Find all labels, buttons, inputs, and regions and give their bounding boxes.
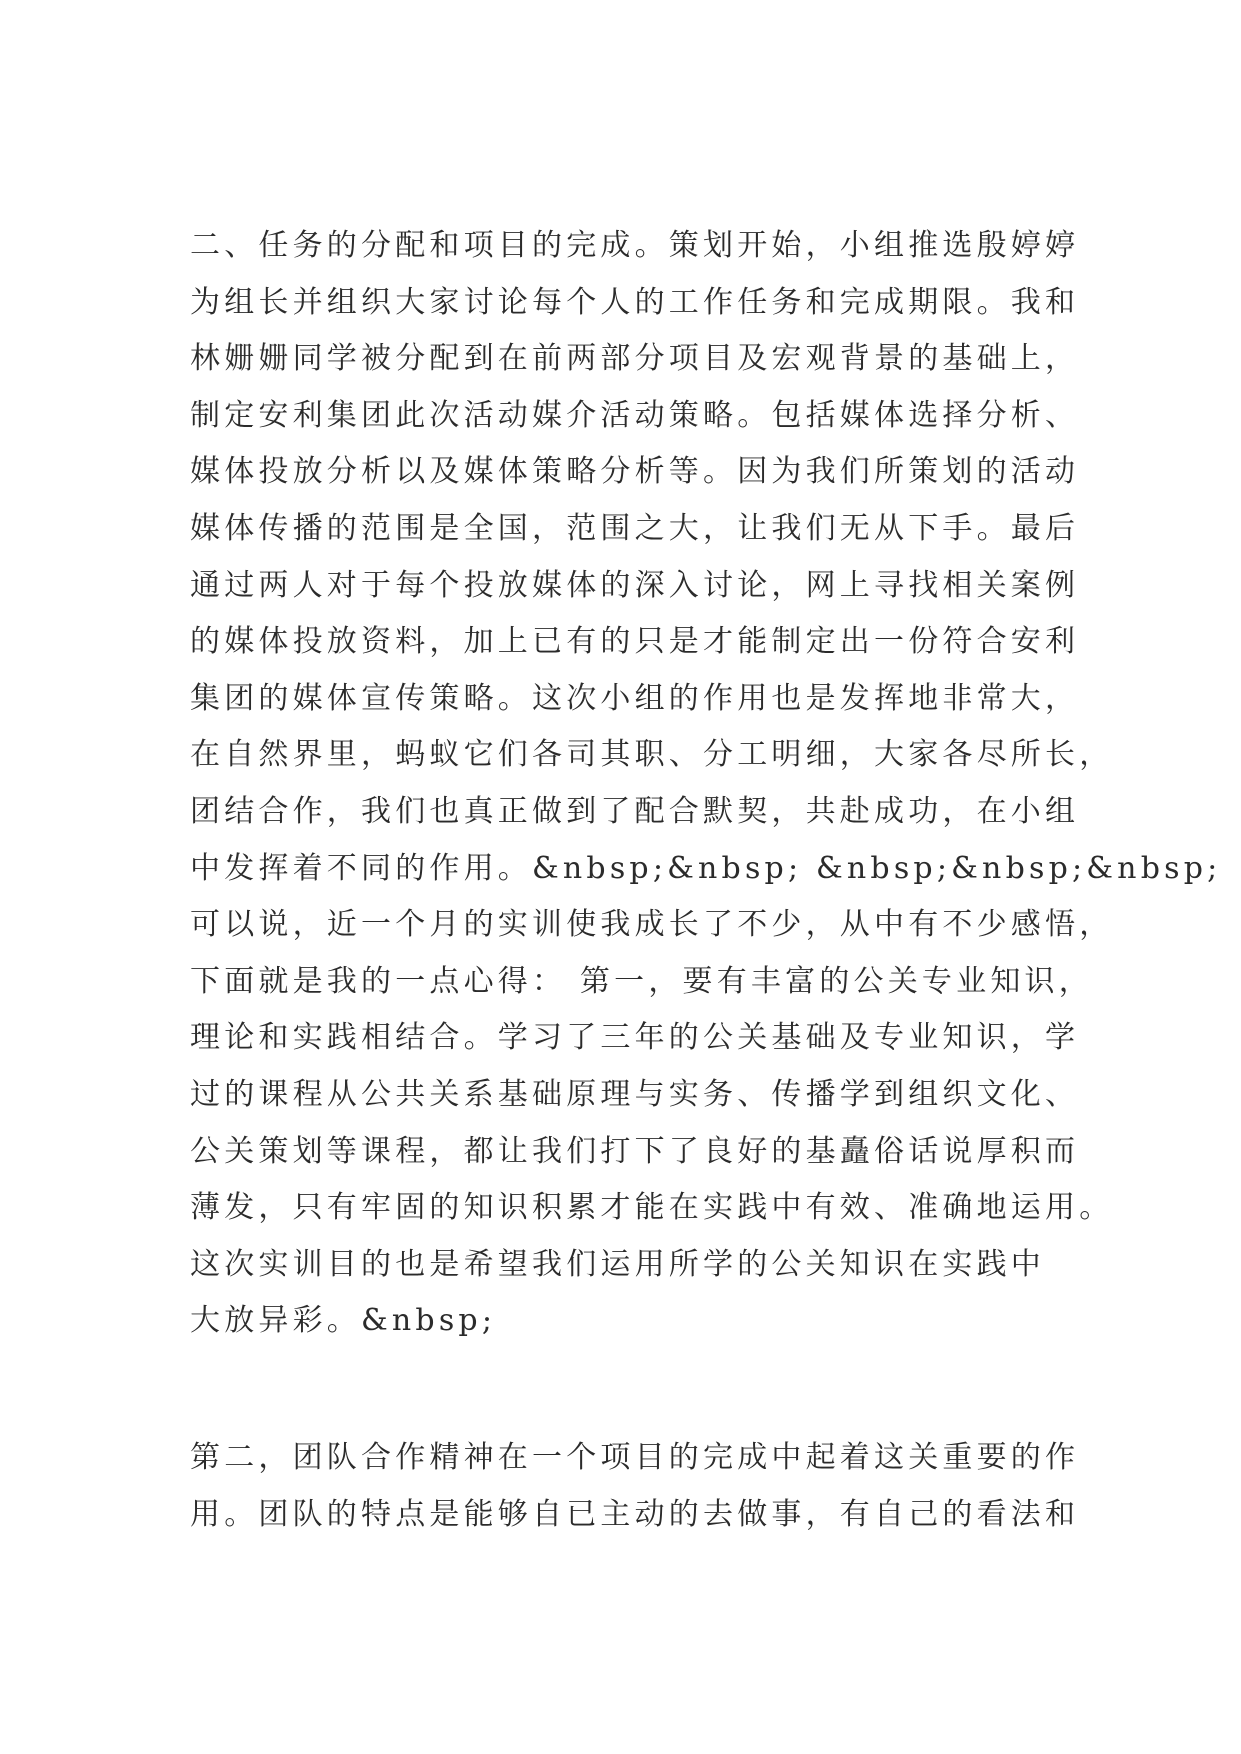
- text-line: 第二，团队合作精神在一个项目的完成中起着这关重要的作: [190, 1440, 1080, 1475]
- text-line: 媒体投放分析以及媒体策略分析等。因为我们所策划的活动: [190, 454, 1080, 490]
- text-line: 公关策划等课程，都让我们打下了良好的基矗俗话说厚积而: [190, 1133, 1080, 1169]
- text-line: 集团的媒体宣传策略。这次小组的作用也是发挥地非常大，: [190, 680, 1080, 716]
- text-line: 的媒体投放资料，加上已有的只是才能制定出一份符合安利: [190, 624, 1080, 660]
- text-line: 中发挥着不同的作用。&nbsp;&nbsp; &nbsp;&nbsp;&nbsp;: [190, 850, 1222, 886]
- text-line: 薄发，只有牢固的知识积累才能在实践中有效、准确地运用。: [190, 1190, 1114, 1226]
- text-line: 用。团队的特点是能够自已主动的去做事，有自己的看法和: [190, 1496, 1080, 1532]
- text-line: 林姗姗同学被分配到在前两部分项目及宏观背景的基础上，: [190, 341, 1080, 377]
- text-line: 可以说，近一个月的实训使我成长了不少，从中有不少感悟，: [190, 907, 1114, 943]
- text-line: 理论和实践相结合。学习了三年的公关基础及专业知识，学: [190, 1020, 1080, 1056]
- text-line: 媒体传播的范围是全国，范围之大，让我们无从下手。最后: [190, 510, 1080, 546]
- text-line: 在自然界里，蚂蚁它们各司其职、分工明细，大家各尽所长，: [190, 737, 1114, 773]
- text-line: 制定安利集团此次活动媒介活动策略。包括媒体选择分析、: [190, 397, 1080, 433]
- text-line: 团结合作，我们也真正做到了配合默契，共赴成功，在小组: [190, 793, 1080, 829]
- text-line: 为组长并组织大家讨论每个人的工作任务和完成期限。我和: [190, 284, 1080, 320]
- text-line: 过的课程从公共关系基础原理与实务、传播学到组织文化、: [190, 1076, 1080, 1112]
- text-line: 大放异彩。&nbsp;: [190, 1303, 497, 1339]
- paragraph-task-assignment: [190, 218, 1222, 1350]
- text-line: 通过两人对于每个投放媒体的深入讨论，网上寻找相关案例: [190, 567, 1080, 603]
- paragraph-teamwork: [190, 1430, 1080, 1543]
- text-line: 二、任务的分配和项目的完成。策划开始，小组推选殷婷婷: [190, 228, 1080, 263]
- text-line: 这次实训目的也是希望我们运用所学的公关知识在实践中: [190, 1246, 1045, 1282]
- text-line: 下面就是我的一点心得： 第一，要有丰富的公关专业知识，: [190, 963, 1093, 999]
